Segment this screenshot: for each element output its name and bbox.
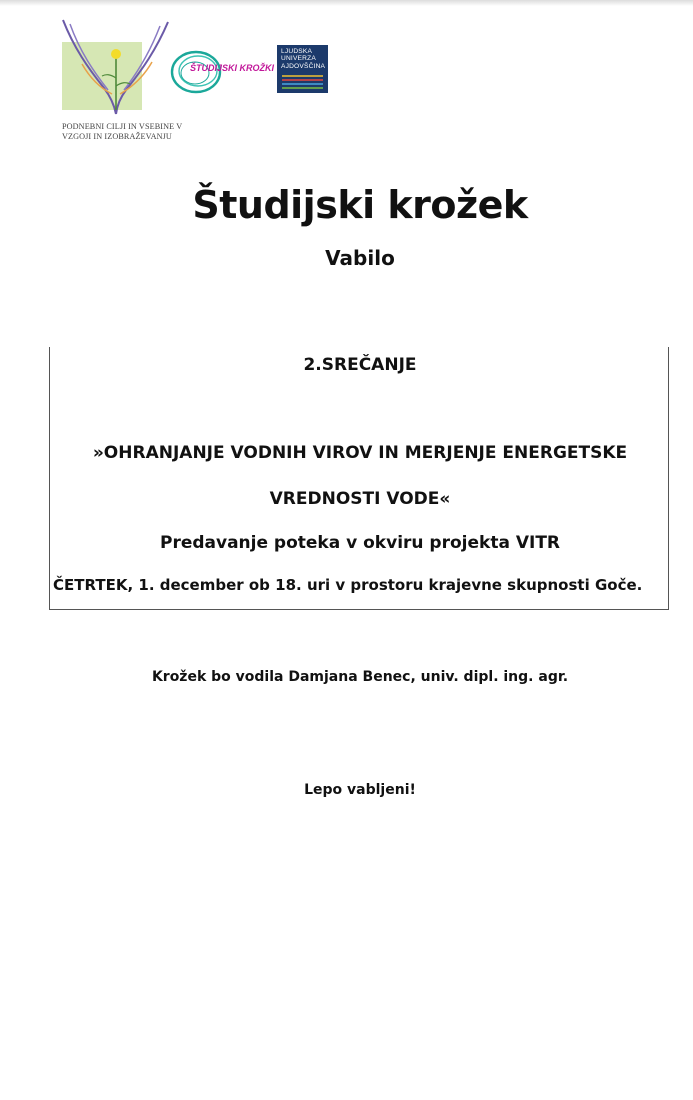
meeting-info-box <box>49 347 669 610</box>
closing-greeting: Lepo vabljeni! <box>304 782 416 798</box>
book-lines-icon <box>280 72 325 90</box>
podnebni-caption <box>62 122 192 142</box>
page-top-shadow <box>0 0 693 6</box>
ljudska-line3: AJDOVŠČINA <box>281 62 326 70</box>
date-location: ČETRTEK, 1. december ob 18. uri v prostoru krajevne skupnosti Goče. <box>53 576 643 594</box>
meeting-number: 2.SREČANJE <box>303 355 417 375</box>
ljudska-logo-text <box>281 48 325 70</box>
lecture-info: Predavanje poteka v okviru projekta VITR <box>159 533 561 553</box>
hands-flower-icon <box>60 18 178 118</box>
krozki-logo-text: ŠTUDIJSKI KROŽKI <box>190 63 275 73</box>
podnebni-cilji-logo <box>60 18 183 146</box>
page-title: Študijski krožek <box>192 183 528 227</box>
podnebni-caption-line2: VZGOJI IN IZOBRAŽEVANJU <box>62 132 172 141</box>
page-subtitle: Vabilo <box>325 246 395 270</box>
studijski-krozki-logo <box>170 46 275 98</box>
topic-line-1: »OHRANJANJE VODNIH VIROV IN MERJENJE ENERGETSKE <box>92 443 628 463</box>
leader-info: Krožek bo vodila Damjana Benec, univ. dipl. ing. agr. <box>151 669 569 685</box>
topic-line-2: VREDNOSTI VODE« <box>269 489 451 509</box>
podnebni-caption-line1: PODNEBNI CILJI IN VSEBINE V <box>62 122 183 131</box>
ljudska-line1: LJUDSKA <box>281 48 313 55</box>
ljudska-univerza-logo <box>277 45 328 93</box>
ljudska-line2: UNIVERZA <box>281 55 316 63</box>
